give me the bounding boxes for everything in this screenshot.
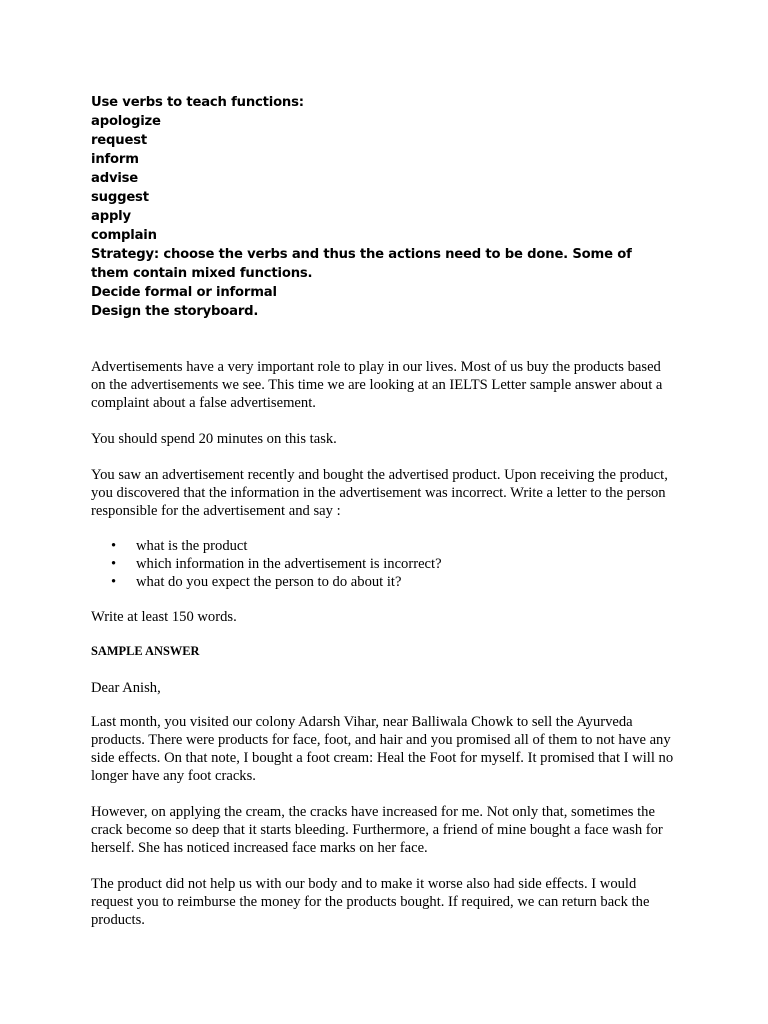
bullet-text: which information in the advertisement is incorrect? [136, 556, 442, 572]
verb-advise: advise [91, 171, 139, 186]
bullet-text: what do you expect the person to do about it? [136, 574, 402, 590]
letter-paragraph-1: Last month, you visited our colony Adarsh Vihar, near Balliwala Chowk to sell the Ayurveda products. There were products for face, foot, and hair and you promised all of them to not have any side effects. On that note, I bought a foot cream: Heal the Foot for myself. It promised that I will no longer have any foot cracks. [91, 714, 674, 784]
strategy-notes [91, 93, 691, 321]
sample-answer-heading: SAMPLE ANSWER [91, 644, 200, 658]
bullet-icon: • [111, 574, 117, 590]
list-item [91, 573, 651, 591]
notes-title: Use verbs to teach functions: [91, 95, 304, 110]
verb-inform: inform [91, 152, 139, 167]
list-item [91, 537, 651, 555]
task-prompt: You saw an advertisement recently and bought the advertised product. Upon receiving the product, you discovered that the information in the advertisement was incorrect. Write a letter to the person responsible for the advertisement and say : [91, 467, 668, 519]
formality-note: Decide formal or informal [91, 285, 277, 300]
time-note: You should spend 20 minutes on this task. [91, 431, 337, 447]
task-bullet-list [91, 537, 651, 591]
verb-suggest: suggest [91, 190, 149, 205]
letter-paragraph-3: The product did not help us with our body and to make it worse also had side effects. I would request you to reimburse the money for the products bought. If required, we can return back the products. [91, 876, 650, 928]
bullet-text: what is the product [136, 538, 248, 554]
verb-complain: complain [91, 228, 157, 243]
word-count-note: Write at least 150 words. [91, 609, 237, 625]
bullet-icon: • [111, 538, 117, 554]
storyboard-note: Design the storyboard. [91, 304, 259, 319]
bullet-icon: • [111, 556, 117, 572]
intro-paragraph: Advertisements have a very important role to play in our lives. Most of us buy the products based on the advertisements we see. This time we are looking at an IELTS Letter sample answer about a complaint about a false advertisement. [91, 359, 663, 411]
verb-apply: apply [91, 209, 131, 224]
verb-apologize: apologize [91, 114, 161, 129]
verb-request: request [91, 133, 147, 148]
letter-paragraph-2: However, on applying the cream, the cracks have increased for me. Not only that, sometimes the crack become so deep that it starts bleeding. Furthermore, a friend of mine bought a face wash for herself. She has noticed increased face marks on her face. [91, 804, 663, 856]
strategy-text: Strategy: choose the verbs and thus the actions need to be done. Some of them contain mixed functions. [91, 247, 632, 281]
letter-salutation: Dear Anish, [91, 680, 161, 696]
list-item [91, 555, 651, 573]
